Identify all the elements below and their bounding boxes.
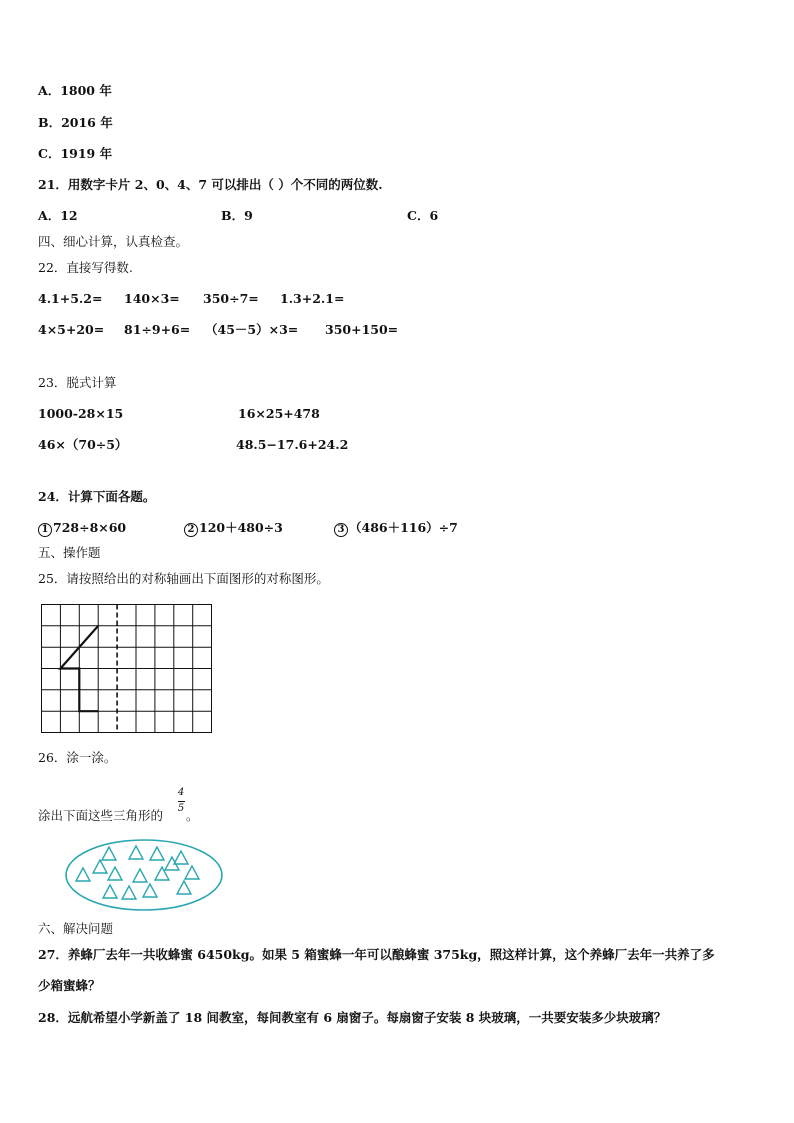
q21-option-b: B．9 <box>221 208 253 223</box>
triangle-icon <box>76 868 90 881</box>
q23-item: 1000-28×15 <box>38 406 124 421</box>
circled-number: 3 <box>334 523 348 537</box>
option-b: B．2016 年 <box>38 115 113 130</box>
triangle-icon <box>150 847 164 860</box>
q24-title: 24．计算下面各题。 <box>38 489 156 504</box>
symmetry-grid <box>40 603 214 735</box>
q22-title: 22．直接写得数. <box>38 260 133 275</box>
q22-item: 4.1+5.2= <box>38 291 103 306</box>
q22-item: 350÷7= <box>203 291 259 306</box>
q26-title: 26．涂一涂。 <box>38 750 117 765</box>
section-6-heading: 六、解决问题 <box>38 921 114 936</box>
q24-expr: 728÷8×60 <box>53 520 127 535</box>
triangle-icon <box>133 869 147 882</box>
q23-title: 23．脱式计算 <box>38 375 117 390</box>
fraction-denominator: 5 <box>177 803 185 814</box>
triangle-icon <box>129 846 143 859</box>
q23-item: 46×（70÷5） <box>38 437 128 452</box>
fraction-bar <box>178 801 185 802</box>
q24-expr: 120＋480÷3 <box>199 520 283 535</box>
triangle-icon <box>108 867 122 880</box>
q27-text-line2: 少箱蜜蜂？ <box>38 978 101 993</box>
q22-item: 4×5+20= <box>38 322 105 337</box>
q21-text: 21．用数字卡片 2、0、4、7 可以排出（ ）个不同的两位数. <box>38 177 383 192</box>
triangle-icon <box>93 860 107 873</box>
q26-text: 涂出下面这些三角形的 <box>38 808 164 823</box>
q23-item: 48.5−17.6+24.2 <box>236 437 349 452</box>
triangle-icon <box>185 866 199 879</box>
triangle-icon <box>103 885 117 898</box>
triangle-icon <box>143 884 157 897</box>
circled-number: 2 <box>184 523 198 537</box>
option-c: C．1919 年 <box>38 146 113 161</box>
q26-text-end: 。 <box>186 808 199 823</box>
q22-item: （45－5）×3= <box>205 322 299 337</box>
triangles <box>76 846 199 899</box>
q22-item: 81÷9+6= <box>124 322 191 337</box>
q22-item: 140×3= <box>124 291 180 306</box>
q21-option-a: A．12 <box>38 208 78 223</box>
q22-item: 1.3+2.1= <box>280 291 345 306</box>
q21-option-c: C．6 <box>407 208 439 223</box>
triangle-icon <box>155 867 169 880</box>
triangle-icon <box>177 881 191 894</box>
option-a: A．1800 年 <box>38 83 112 98</box>
q24-item-3 <box>334 520 458 537</box>
fraction-numerator: 4 <box>177 787 185 798</box>
q24-item-1 <box>38 520 126 537</box>
section-5-heading: 五、操作题 <box>38 545 101 560</box>
section-4-heading: 四、细心计算，认真检查。 <box>38 234 189 249</box>
q25-title: 25．请按照给出的对称轴画出下面图形的对称图形。 <box>38 571 329 586</box>
q24-item-2 <box>184 520 283 537</box>
triangle-oval-figure <box>64 838 226 914</box>
q23-item: 16×25+478 <box>238 406 320 421</box>
q28-text: 28．远航希望小学新盖了 18 间教室，每间教室有 6 扇窗子。每扇窗子安装 8 块玻璃，一共要安装多少块玻璃？ <box>38 1010 667 1025</box>
q27-text: 27．养蜂厂去年一共收蜂蜜 6450kg。如果 5 箱蜜蜂一年可以酿蜂蜜 375kg，照这样计算，这个养蜂厂去年一共养了多 <box>38 947 715 962</box>
triangle-icon <box>102 847 116 860</box>
q22-item: 350+150= <box>325 322 399 337</box>
triangle-icon <box>174 851 188 864</box>
circled-number: 1 <box>38 523 52 537</box>
q24-expr: （486＋116）÷7 <box>349 520 458 535</box>
triangle-icon <box>122 886 136 899</box>
